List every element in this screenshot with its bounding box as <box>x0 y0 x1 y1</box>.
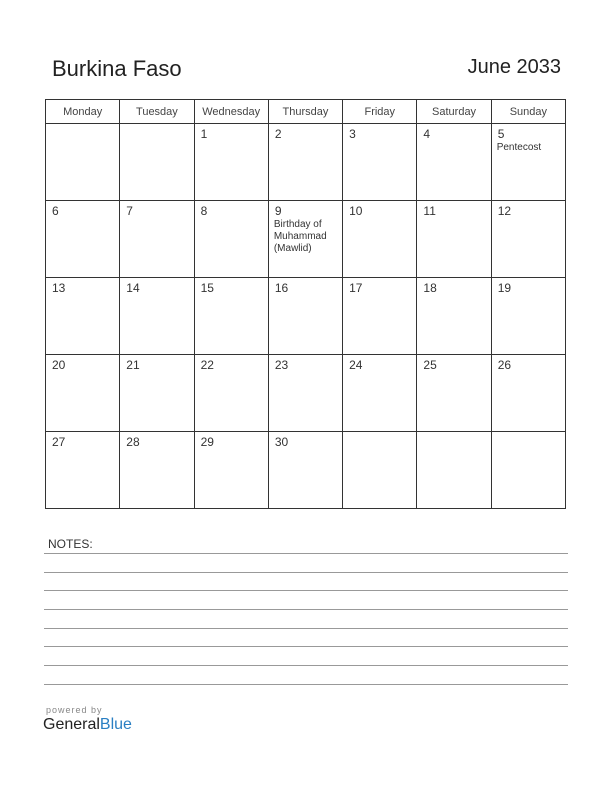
notes-line <box>44 590 568 591</box>
day-cell <box>343 278 417 355</box>
day-cell <box>194 124 268 201</box>
day-number: 26 <box>497 358 512 372</box>
day-number: 8 <box>200 204 208 218</box>
day-number <box>343 432 416 435</box>
day-number: 5 <box>497 127 505 141</box>
notes-line <box>44 665 568 666</box>
day-cell <box>268 201 342 278</box>
day-cell <box>343 201 417 278</box>
week-row <box>46 124 566 201</box>
day-cell <box>194 432 268 509</box>
week-row <box>46 278 566 355</box>
generalblue-logo <box>43 716 132 734</box>
day-number <box>492 432 565 435</box>
day-number: 6 <box>52 204 59 218</box>
day-number <box>46 124 119 127</box>
weekday-saturday: Saturday <box>417 100 491 124</box>
calendar-grid <box>45 99 566 509</box>
day-cell <box>343 355 417 432</box>
day-cell <box>120 124 194 201</box>
notes-line <box>44 609 568 610</box>
day-number: 3 <box>349 127 356 141</box>
day-cell <box>417 278 491 355</box>
day-number: 20 <box>52 358 66 372</box>
day-number: 29 <box>200 435 214 449</box>
weekday-sunday: Sunday <box>491 100 565 124</box>
day-cell <box>491 432 565 509</box>
day-number: 15 <box>200 281 214 295</box>
week-row <box>46 432 566 509</box>
day-cell <box>268 432 342 509</box>
month-year-title: June 2033 <box>467 56 561 78</box>
day-cell <box>120 432 194 509</box>
notes-line <box>44 646 568 647</box>
day-cell <box>417 124 491 201</box>
day-number: 23 <box>274 358 289 372</box>
day-number: 7 <box>126 204 133 218</box>
day-cell <box>120 201 194 278</box>
day-cell <box>46 201 120 278</box>
notes-line <box>44 572 568 573</box>
week-row <box>46 201 566 278</box>
day-number: 10 <box>349 204 363 218</box>
day-number: 14 <box>126 281 140 295</box>
weekday-tuesday: Tuesday <box>120 100 194 124</box>
day-number: 25 <box>423 358 437 372</box>
day-cell <box>417 432 491 509</box>
holiday-label: Pentecost <box>496 142 542 153</box>
notes-line <box>44 628 568 629</box>
brand-blue: Blue <box>99 716 132 733</box>
weekday-header-row <box>46 100 566 124</box>
day-number: 9 <box>274 204 282 218</box>
day-cell <box>417 355 491 432</box>
day-number: 18 <box>423 281 437 295</box>
day-cell <box>46 432 120 509</box>
day-number: 2 <box>274 127 282 141</box>
day-number: 17 <box>349 281 363 295</box>
powered-by-text: powered by <box>46 705 103 715</box>
day-cell <box>194 278 268 355</box>
weekday-thursday: Thursday <box>268 100 342 124</box>
weekday-wednesday: Wednesday <box>194 100 268 124</box>
day-cell <box>491 124 565 201</box>
day-cell <box>46 278 120 355</box>
weekday-friday: Friday <box>343 100 417 124</box>
notes-line <box>44 553 568 554</box>
weekday-monday: Monday <box>46 100 120 124</box>
day-cell <box>491 355 565 432</box>
day-number: 21 <box>126 358 140 372</box>
day-cell <box>491 278 565 355</box>
day-number: 24 <box>349 358 363 372</box>
day-number: 30 <box>274 435 289 449</box>
day-cell <box>194 201 268 278</box>
day-number: 16 <box>274 281 289 295</box>
notes-line <box>44 684 568 685</box>
day-cell <box>268 355 342 432</box>
holiday-label: Birthday of Muhammad (Mawlid) <box>273 219 327 254</box>
day-number: 28 <box>126 435 140 449</box>
day-cell <box>120 278 194 355</box>
day-number: 13 <box>52 281 66 295</box>
day-cell <box>491 201 565 278</box>
day-cell <box>194 355 268 432</box>
week-row <box>46 355 566 432</box>
day-cell <box>343 124 417 201</box>
day-cell <box>268 278 342 355</box>
day-number: 19 <box>497 281 512 295</box>
day-number: 11 <box>423 204 436 218</box>
notes-label: NOTES: <box>48 537 93 551</box>
day-number <box>120 124 193 127</box>
day-number <box>417 432 490 435</box>
day-cell <box>120 355 194 432</box>
day-cell <box>46 124 120 201</box>
day-number: 4 <box>423 127 431 141</box>
country-title: Burkina Faso <box>52 56 182 81</box>
day-cell <box>46 355 120 432</box>
day-number: 1 <box>200 127 208 141</box>
brand-general: General <box>43 716 100 733</box>
day-number: 12 <box>497 204 512 218</box>
day-cell <box>343 432 417 509</box>
day-number: 27 <box>52 435 66 449</box>
day-cell <box>268 124 342 201</box>
day-number: 22 <box>200 358 214 372</box>
day-cell <box>417 201 491 278</box>
